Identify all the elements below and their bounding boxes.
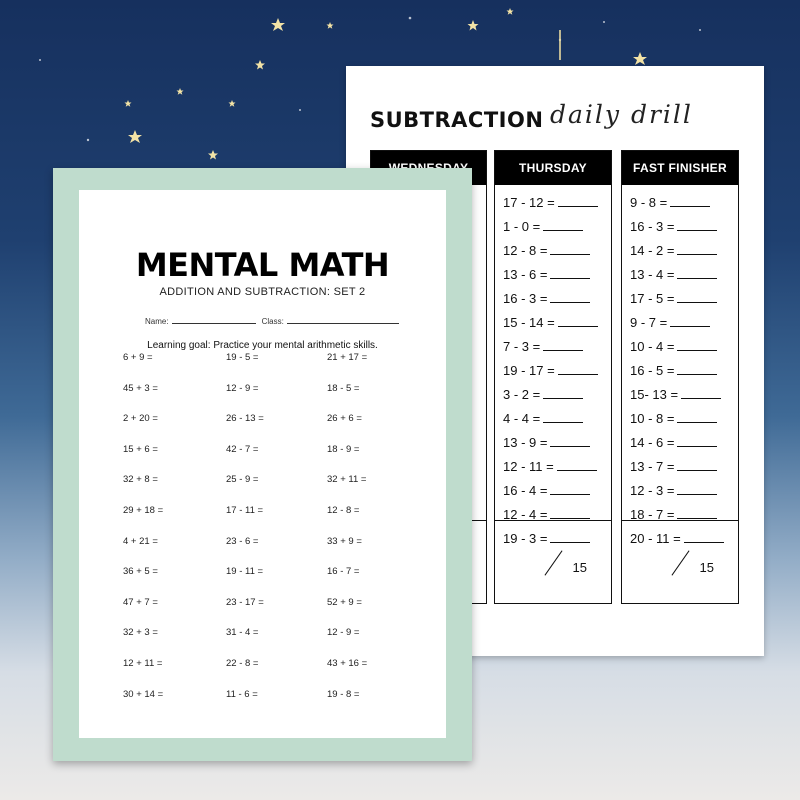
math-problem: 4 + 21 = [123, 535, 158, 547]
drill-problem-text: 16 - 3 = [503, 291, 548, 306]
answer-blank [670, 195, 710, 207]
math-problem: 23 - 17 = [226, 596, 264, 608]
drill-problem [630, 219, 717, 234]
column-header: THURSDAY [495, 151, 611, 185]
star-icon [633, 52, 647, 65]
drill-problem-text: 4 - 4 = [503, 411, 541, 426]
name-class-row [145, 316, 405, 326]
math-problem: 15 + 6 = [123, 443, 158, 455]
drill-problem-text: 19 - 3 = [503, 531, 548, 546]
star-icon [271, 18, 285, 31]
math-problem: 29 + 18 = [123, 505, 164, 516]
star-icon [128, 130, 142, 143]
math-problem: 19 - 5 = [226, 352, 259, 363]
drill-problem-text: 16 - 3 = [630, 219, 675, 234]
drill-problem-text: 16 - 5 = [630, 363, 675, 378]
drill-problem-text: 15- 13 = [630, 387, 679, 402]
math-problem: 25 - 9 = [226, 474, 259, 486]
answer-blank [543, 339, 583, 351]
answer-blank [558, 315, 598, 327]
drill-problem [503, 411, 583, 426]
math-problem: 17 - 11 = [226, 505, 264, 516]
answer-blank [677, 339, 717, 351]
answer-blank [677, 435, 717, 447]
drill-problem-text: 12 - 11 = [503, 459, 554, 474]
star-icon [125, 100, 132, 107]
learning-goal: Learning goal: Practice your mental arithmetic skills. [147, 340, 378, 351]
math-problem: 2 + 20 = [123, 413, 158, 425]
class-blank [287, 316, 399, 324]
math-problem: 19 - 8 = [327, 688, 360, 700]
math-problem: 36 + 5 = [123, 566, 158, 578]
class-label: Class: [261, 317, 284, 326]
drill-problem-text: 12 - 4 = [503, 507, 548, 522]
drill-problem-text: 14 - 6 = [630, 435, 675, 450]
drill-problem-text: 17 - 5 = [630, 291, 675, 306]
answer-blank [677, 483, 717, 495]
page-title: MENTAL MATH [135, 246, 390, 284]
drill-problem-text: 13 - 6 = [503, 267, 548, 282]
answer-blank [677, 267, 717, 279]
star-icon [255, 60, 265, 70]
answer-blank [550, 507, 590, 519]
answer-blank [558, 195, 598, 207]
drill-problem [503, 291, 590, 306]
drill-column-fast-finisher [621, 150, 739, 604]
drill-problem [503, 387, 583, 402]
candle-glint [559, 30, 561, 60]
math-problem: 12 - 8 = [327, 505, 360, 516]
star-icon [468, 20, 479, 31]
answer-blank [550, 267, 590, 279]
math-problem: 23 - 6 = [226, 535, 259, 547]
math-problem: 12 - 9 = [226, 382, 259, 394]
drill-problem [630, 387, 721, 402]
drill-problem [630, 435, 717, 450]
math-problem: 31 - 4 = [226, 627, 259, 639]
drill-problem-text: 18 - 7 = [630, 507, 675, 522]
name-blank [172, 316, 256, 324]
drill-problem-text: 10 - 4 = [630, 339, 675, 354]
drill-problem [630, 363, 717, 378]
drill-problem [630, 411, 717, 426]
answer-blank [677, 363, 717, 375]
drill-problem [630, 459, 717, 474]
drill-problem-text: 14 - 2 = [630, 243, 675, 258]
answer-blank [677, 459, 717, 471]
math-problem: 18 - 5 = [327, 382, 360, 394]
drill-problem [630, 507, 717, 522]
drill-problem-text: 3 - 2 = [503, 387, 541, 402]
math-problem: 32 + 3 = [123, 627, 158, 639]
star-icon [208, 150, 218, 160]
worksheet-title: SUBTRACTION [370, 108, 544, 132]
drill-problem [503, 435, 590, 450]
drill-problem-text: 12 - 3 = [630, 483, 675, 498]
drill-problem-text: 13 - 4 = [630, 267, 675, 282]
answer-blank [543, 387, 583, 399]
math-problem: 22 - 8 = [226, 658, 259, 669]
drill-problem [503, 195, 598, 210]
drill-problem [503, 243, 590, 258]
drill-problem [630, 315, 710, 330]
score-label: 15 [700, 560, 714, 575]
math-problem: 26 + 6 = [327, 413, 362, 425]
drill-problem [503, 363, 598, 378]
drill-problem [630, 195, 710, 210]
worksheet-page [79, 190, 446, 738]
name-label: Name: [145, 317, 169, 326]
drill-problem [503, 483, 590, 498]
answer-blank [550, 435, 590, 447]
answer-blank [677, 243, 717, 255]
answer-blank [543, 411, 583, 423]
drill-column-thursday [494, 150, 612, 604]
drill-problem [503, 219, 583, 234]
drill-problem-text: 10 - 8 = [630, 411, 675, 426]
answer-blank [543, 219, 583, 231]
math-problem: 42 - 7 = [226, 443, 259, 455]
answer-blank [550, 483, 590, 495]
drill-problem-text: 13 - 7 = [630, 459, 675, 474]
drill-problem [630, 339, 717, 354]
answer-blank [670, 315, 710, 327]
math-problem: 52 + 9 = [327, 596, 362, 608]
star-icon [229, 100, 236, 107]
drill-problem [503, 315, 598, 330]
math-problem: 16 - 7 = [327, 566, 360, 578]
answer-blank [684, 531, 724, 543]
math-problem: 6 + 9 = [123, 352, 153, 363]
math-problem: 19 - 11 = [226, 566, 264, 578]
drill-problem-text: 16 - 4 = [503, 483, 548, 498]
math-problem: 12 - 9 = [327, 627, 360, 639]
drill-problem-text: 9 - 7 = [630, 315, 668, 330]
mental-math-worksheet [53, 168, 472, 761]
drill-problem-text: 12 - 8 = [503, 243, 548, 258]
math-problem: 32 + 8 = [123, 474, 158, 486]
math-problem: 21 + 17 = [327, 352, 368, 363]
answer-blank [558, 363, 598, 375]
answer-blank [550, 291, 590, 303]
drill-problem-text: 13 - 9 = [503, 435, 548, 450]
drill-problem [503, 507, 590, 522]
drill-problem-text: 1 - 0 = [503, 219, 541, 234]
answer-blank [681, 387, 721, 399]
math-problem: 12 + 11 = [123, 658, 163, 669]
drill-problem-text: 19 - 17 = [503, 363, 555, 378]
math-problem: 32 + 11 = [327, 474, 367, 486]
answer-blank [677, 411, 717, 423]
score-label: 15 [573, 560, 587, 575]
math-problem: 26 - 13 = [226, 413, 264, 425]
math-problem: 47 + 7 = [123, 596, 158, 608]
drill-problem [630, 267, 717, 282]
math-problem: 45 + 3 = [123, 382, 158, 394]
math-problem: 43 + 16 = [327, 658, 368, 669]
drill-problem-text: 17 - 12 = [503, 195, 555, 210]
drill-problem [630, 243, 717, 258]
math-problem: 11 - 6 = [226, 688, 258, 700]
drill-problem-text: 7 - 3 = [503, 339, 541, 354]
worksheet-script-title: daily drill [550, 100, 693, 129]
drill-problem [503, 339, 583, 354]
drill-problem [503, 267, 590, 282]
math-problem: 33 + 9 = [327, 535, 362, 547]
drill-problem [503, 459, 597, 474]
answer-blank [677, 291, 717, 303]
star-icon [327, 22, 334, 29]
page-subtitle: ADDITION AND SUBTRACTION: SET 2 [159, 286, 366, 298]
drill-problem-text: 20 - 11 = [630, 531, 681, 546]
answer-blank [677, 507, 717, 519]
math-problem: 18 - 9 = [327, 443, 360, 455]
star-icon [177, 88, 184, 95]
drill-problem [503, 531, 590, 546]
column-header: FAST FINISHER [622, 151, 738, 185]
answer-blank [677, 219, 717, 231]
math-problem: 30 + 14 = [123, 688, 164, 700]
drill-problem [630, 291, 717, 306]
answer-blank [550, 531, 590, 543]
answer-blank [550, 243, 590, 255]
answer-blank [557, 459, 597, 471]
star-icon [507, 8, 514, 15]
drill-problem-text: 15 - 14 = [503, 315, 555, 330]
drill-problem [630, 483, 717, 498]
drill-problem-text: 9 - 8 = [630, 195, 668, 210]
drill-problem [630, 531, 724, 546]
